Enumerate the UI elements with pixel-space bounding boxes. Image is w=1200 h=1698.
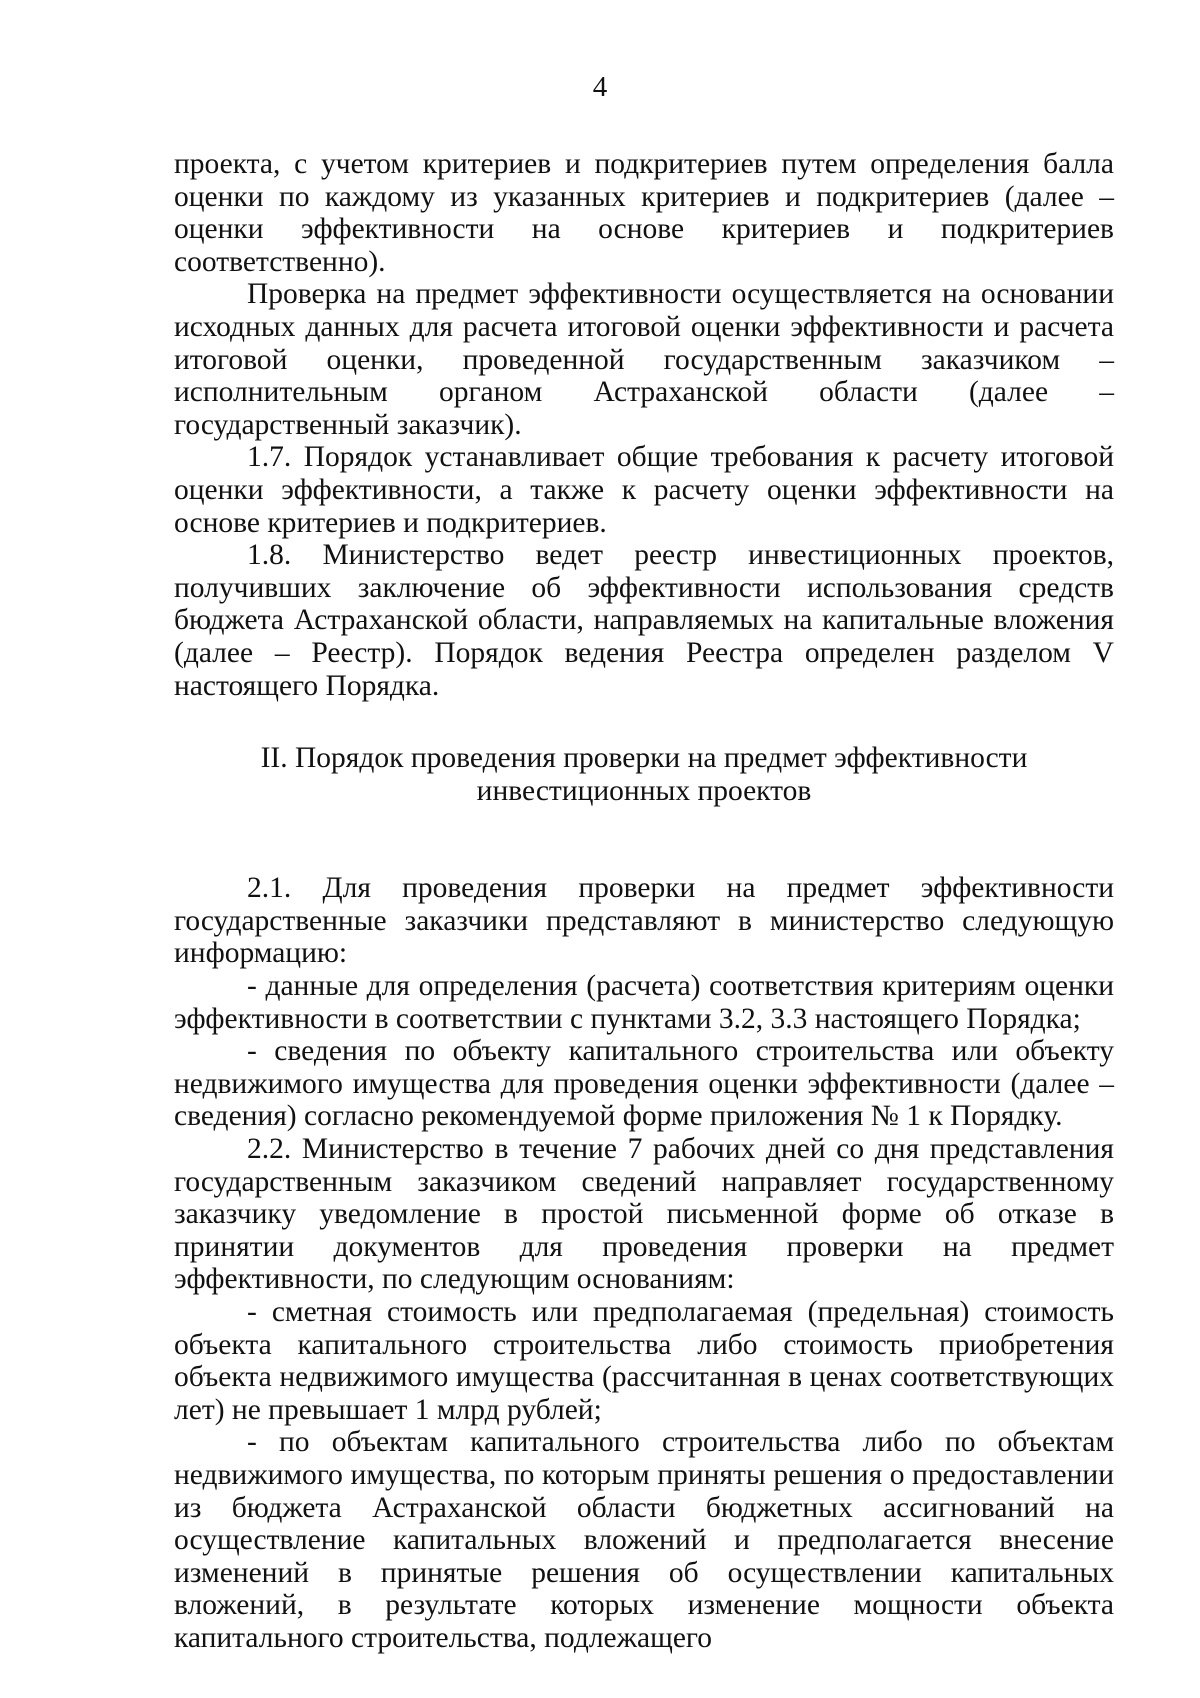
document-body: [174, 148, 1114, 1655]
list-item-object-info: - сведения по объекту капитального строительства или объекту недвижимого имущества для проведения оценки эффективности (далее – сведения) согласно рекомендуемой форме приложения № 1 к Порядку.: [174, 1035, 1114, 1133]
list-item-criteria-data: - данные для определения (расчета) соответствия критериям оценки эффективности в соответствии с пунктами 3.2, 3.3 настоящего Порядка;: [174, 970, 1114, 1035]
paragraph-verification-basis: Проверка на предмет эффективности осуществляется на основании исходных данных для расчета итоговой оценки эффективности и расчета итоговой оценки, проведенной государственным заказчиком – исполнительным органом Астраханской области (далее – государственный заказчик).: [174, 278, 1114, 441]
section-heading-line-1: II. Порядок проведения проверки на предмет эффективности: [260, 742, 1028, 775]
list-item-cost-threshold: - сметная стоимость или предполагаемая (предельная) стоимость объекта капитального строительства либо стоимость приобретения объекта недвижимого имущества (рассчитанная в ценах соответствующих лет) не превышает 1 млрд рублей;: [174, 1296, 1114, 1426]
section-heading: [174, 742, 1114, 807]
paragraph-1-8: 1.8. Министерство ведет реестр инвестиционных проектов, получивших заключение об эффективности использования средств бюджета Астраханской области, направляемых на капитальные вложения (далее – Реестр). Порядок ведения Реестра определен разделом V настоящего Порядка.: [174, 539, 1114, 702]
paragraph-continuation: проекта, с учетом критериев и подкритериев путем определения балла оценки по каждому из указанных критериев и подкритериев (далее – оценки эффективности на основе критериев и подкритериев соответственно).: [174, 148, 1114, 278]
paragraph-2-2: 2.2. Министерство в течение 7 рабочих дней со дня представления государственным заказчиком сведений направляет государственному заказчику уведомление в простой письменной форме об отказе в принятии документов для проведения проверки на предмет эффективности, по следующим основаниям:: [174, 1133, 1114, 1296]
paragraph-1-7: 1.7. Порядок устанавливает общие требования к расчету итоговой оценки эффективности, а также к расчету оценки эффективности на основе критериев и подкритериев.: [174, 441, 1114, 539]
list-item-capital-investments: - по объектам капитального строительства либо по объектам недвижимого имущества, по которым приняты решения о предоставлении из бюджета Астраханской области бюджетных ассигнований на осуществление капитальных вложений и предполагается внесение изменений в принятые решения об осуществлении капитальных вложений, в результате которых изменение мощности объекта капитального строительства, подлежащего: [174, 1426, 1114, 1654]
page-number: 4: [592, 71, 608, 103]
paragraph-2-1: 2.1. Для проведения проверки на предмет эффективности государственные заказчики представляют в министерство следующую информацию:: [174, 872, 1114, 970]
section-heading-line-2: инвестиционных проектов: [476, 774, 812, 807]
